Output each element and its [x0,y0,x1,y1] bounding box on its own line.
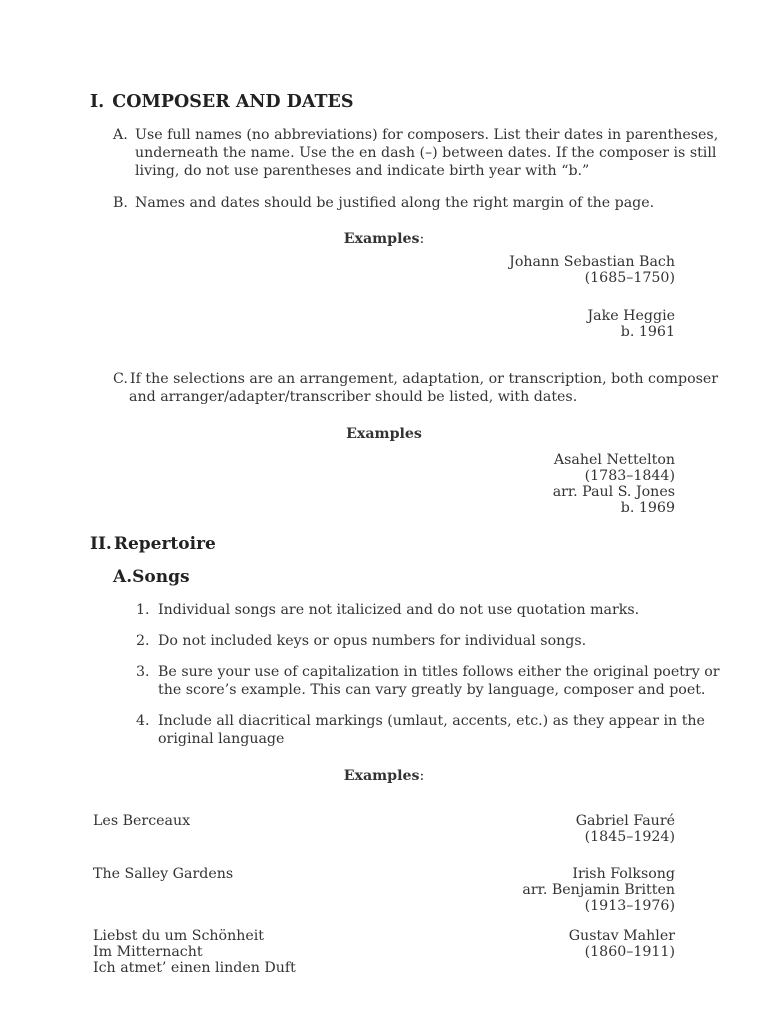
list-marker: A. [113,127,128,143]
composer-name: Gustav Mahler [568,928,675,944]
arranger-name: arr. Paul S. Jones [552,484,675,500]
text-line: Individual songs are not italicized and do not use quotation marks. [158,602,640,618]
text-line: original language [158,731,285,747]
section-title: COMPOSER AND DATES [112,92,354,112]
text-line: Include all diacritical markings (umlaut, accents, etc.) as they appear in the [158,713,705,729]
numbered-marker-1: 1. [136,602,150,618]
numbered-marker-3: 3. [136,664,150,680]
subsection-heading-songs [113,568,190,586]
subsection-title: Songs [132,567,190,587]
song-title: Ich atmet’ einen linden Duft [93,960,296,976]
section-heading-composer-dates [90,93,353,111]
list-item-a [113,126,135,144]
section-title: Repertoire [113,534,216,554]
section-heading-repertoire [90,535,216,553]
composer-example-bach [509,254,675,286]
composer-name: Gabriel Fauré [575,813,675,829]
text-line: If the selections are an arrangement, adaptation, or transcription, both composer [130,371,719,387]
list-item-b-marker: B. [113,195,128,211]
composer-name: Asahel Nettelton [553,452,675,468]
subsection-number: A. [113,567,133,587]
song-title-block [93,813,190,829]
numbered-item-4 [158,712,705,748]
examples-label [0,230,768,248]
song-title: Liebst du um Schönheit [93,928,265,944]
arranger-dates: b. 1969 [620,500,675,516]
arranger-example [553,452,675,516]
text-line: Use full names (no abbreviations) for composers. List their dates in parentheses, [135,127,719,143]
composer-dates: (1860–1911) [584,944,675,960]
text-line: the score’s example. This can vary greatly by language, composer and poet. [158,682,706,698]
list-item-b-text: Names and dates should be justified along the right margin of the page. [135,195,655,211]
numbered-item-1 [158,601,639,619]
examples-label-text: Examples [343,768,420,784]
examples-colon: : [419,231,425,247]
numbered-item-2 [158,632,586,650]
composer-name: Johann Sebastian Bach [509,254,675,270]
song-title-block [93,928,296,976]
text-line: Be sure your use of capitalization in titles follows either the original poetry or [158,664,720,680]
song-title: The Salley Gardens [93,866,234,882]
list-item-c-text [130,370,718,388]
song-title-block [93,866,233,882]
examples-label-2: Examples [346,426,422,442]
song-composer-block [576,813,675,845]
section-number: I. [90,92,105,112]
examples-label-text: Examples [343,231,420,247]
song-composer-block [569,928,675,960]
song-title: Im Mitternacht [93,944,203,960]
text-line: Do not included keys or opus numbers for individual songs. [158,633,587,649]
composer-dates: b. 1961 [620,324,675,340]
text-line: underneath the name. Use the en dash (–) between dates. If the composer is still [135,145,717,161]
composer-dates: (1783–1844) [584,468,675,484]
section-number: II. [90,534,112,554]
numbered-marker-4: 4. [136,713,150,729]
arranger-dates: (1913–1976) [584,898,675,914]
song-title: Les Berceaux [93,813,191,829]
text-line: living, do not use parentheses and indicate birth year with “b.” [135,163,590,179]
arranger-name: arr. Benjamin Britten [522,882,675,898]
composer-dates: (1845–1924) [584,829,675,845]
composer-name: Irish Folksong [572,866,675,882]
numbered-marker-2: 2. [136,633,150,649]
composer-dates: (1685–1750) [584,270,675,286]
text-line: and arranger/adapter/transcriber should be listed, with dates. [129,389,578,405]
numbered-item-3 [158,663,720,699]
list-item-a-text [135,126,718,180]
list-item-c-marker: C. [113,371,128,387]
composer-example-heggie [587,308,675,340]
examples-colon: : [419,768,425,784]
composer-name: Jake Heggie [587,308,675,324]
list-item-c-text-cont [129,388,577,406]
examples-label-3 [0,767,768,785]
song-composer-block [522,866,675,914]
